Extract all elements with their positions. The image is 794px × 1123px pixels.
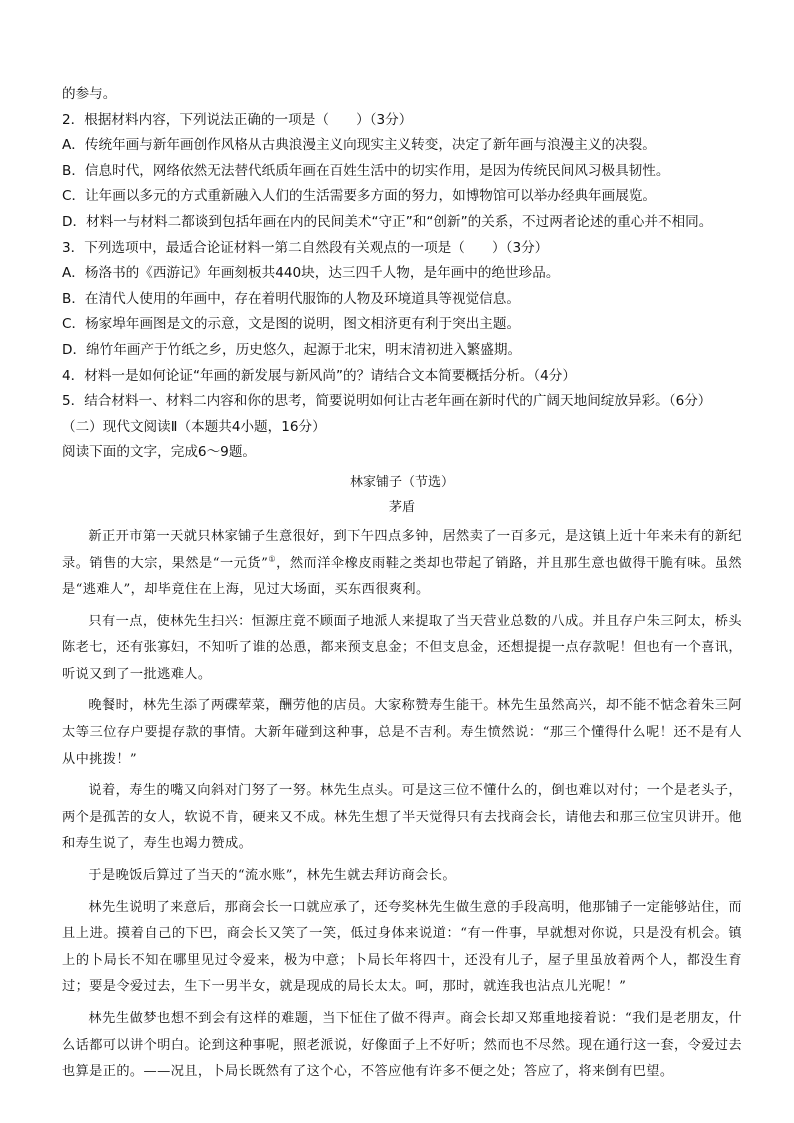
exam-page — [62, 82, 742, 1091]
article-paragraph: 于是晚饭后算过了当天的“流水账”，林先生就去拜访商会长。 — [88, 868, 456, 884]
section-heading: （二）现代文阅读Ⅱ（本题共4小题，16分） — [62, 418, 326, 435]
option-3d: D．绵竹年画产于竹纸之乡，历史悠久，起源于北宋，明末清初进入繁盛期。 — [62, 341, 522, 358]
footnote-marker: ① — [268, 554, 277, 564]
article-paragraph — [62, 524, 742, 604]
question-5: 5．结合材料一、材料二内容和你的思考，简要说明如何让古老年画在新时代的广阔天地间绽放异彩。（6分） — [62, 393, 712, 410]
article-paragraph: 林先生做梦也想不到会有这样的难题，当下怔住了做不得声。商会长却又郑重地接着说：“我们是老朋友，什么话都可以讲个明白。论到这种事呢，照老派说，好像面子上不好听；然而也不尽然。现在通行这一套，令爱过去也算是正的。——况且，卜局长既然有了这个心，不答应他有许多不便之处；答应了，将来倒有巴望。 — [62, 1011, 742, 1080]
question-4: 4．材料一是如何论证“年画的新发展与新风尚”的？请结合文本简要概括分析。（4分） — [62, 367, 576, 384]
reading-instruction: 阅读下面的文字，完成6～9题。 — [62, 444, 257, 461]
option-3a: A．杨洛书的《西游记》年画刻板共440块，达三四千人物，是年画中的绝世珍品。 — [62, 265, 560, 282]
article-paragraph: 林先生说明了来意后，那商会长一口就应承了，还夸奖林先生做生意的手段高明，他那铺子一定能够站住，而且上进。摸着自己的下巴，商会长又笑了一笑，低过身体来说道：“有一件事，早就想对你说，只是没有机会。镇上的卜局长不知在哪里见过令爱来，极为中意；卜局长年将四十，还没有儿子，屋子里虽放着两个人，都没生育过；要是令爱过去，生下一男半女，就是现成的局长太太。呵，那时，就连我也沾点儿光呢！” — [62, 899, 742, 995]
article-author: 茅盾 — [388, 499, 415, 515]
article-paragraph: 说着，寿生的嘴又向斜对门努了一努。林先生点头。可是这三位不懂什么的，倒也难以对付；一个是老头子，两个是孤苦的女人，软说不肯，硬来又不成。林先生想了半天觉得只有去找商会长，请他去和那三位宝贝讲开。他和寿生说了，寿生也竭力赞成。 — [62, 783, 742, 852]
option-2b: B．信息时代，网络依然无法替代纸质年画在百姓生活中的切实作用，是因为传统民间风习极具韧性。 — [62, 162, 670, 179]
option-2d: D．材料一与材料二都谈到包括年画在内的民间美术“守正”和“创新”的关系，不过两者论述的重心并不相同。 — [62, 213, 713, 230]
question-2: 2．根据材料内容，下列说法正确的一项是（ ）（3分） — [62, 111, 413, 128]
article-title: 林家铺子（节选） — [349, 474, 454, 490]
paragraph-text: 新正开市第一天就只林家铺子生意很好，到下午四点多钟，居然卖了一百多元，是这镇上近十年来未有的新纪录。销售的大宗，果然是“一元货” — [62, 528, 742, 571]
article-paragraph: 晚餐时，林先生添了两碟荤菜，酬劳他的店员。大家称赞寿生能干。林先生虽然高兴，却不能不惦念着朱三阿太等三位存户要提存款的事情。大新年碰到这种事，总是不吉利。寿生愤然说：“那三个懂得什么呢！还不是有人从中挑拨！” — [62, 698, 742, 767]
paragraph-text: ，然而洋伞橡皮雨鞋之类却也带起了销路，并且那生意也做得干脆有味。虽然是“逃难人”，却毕竟住在上海，见过大场面，买东西很爽利。 — [62, 555, 742, 598]
question-3: 3．下列选项中，最适合论证材料一第二自然段有关观点的一项是（ ）（3分） — [62, 239, 549, 256]
option-2a: A．传统年画与新年画创作风格从古典浪漫主义向现实主义转变，决定了新年画与浪漫主义的决裂。 — [62, 137, 656, 154]
option-2c: C．让年画以多元的方式重新融入人们的生活需要多方面的努力，如博物馆可以举办经典年画展览。 — [62, 188, 657, 205]
text-line: 的参与。 — [62, 86, 117, 102]
article-paragraph: 只有一点，使林先生扫兴：恒源庄竟不顾面子地派人来提取了当天营业总数的八成。并且存户朱三阿太，桥头陈老七，还有张寡妇，不知听了谁的怂恿，都来预支息金；不但支息金，还想提提一点存款呢！但也有一个喜讯，听说又到了一批逃难人。 — [62, 613, 742, 682]
option-3c: C．杨家埠年画图是文的示意，文是图的说明，图文相济更有利于突出主题。 — [62, 316, 521, 333]
option-3b: B．在清代人使用的年画中，存在着明代服饰的人物及环境道具等视觉信息。 — [62, 290, 520, 307]
